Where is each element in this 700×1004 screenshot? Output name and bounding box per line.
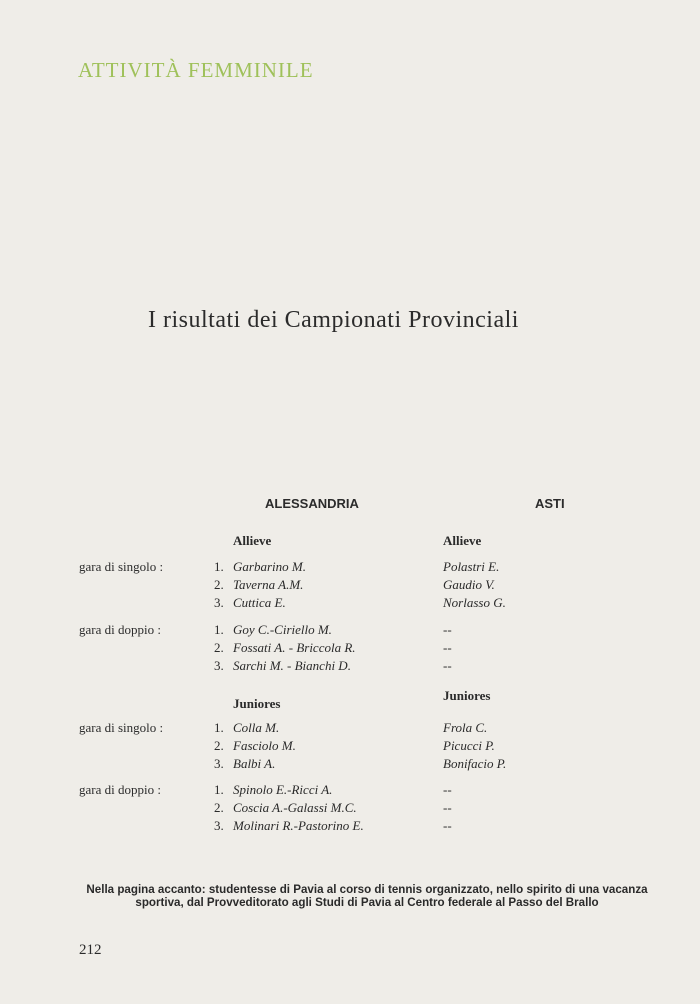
label-singolo-juniores: gara di singolo : <box>79 720 164 735</box>
category-juniores-alessandria: Juniores <box>233 696 281 711</box>
rank: 2. <box>214 738 224 753</box>
empty-result: -- <box>443 782 452 797</box>
rank: 3. <box>214 818 224 833</box>
athlete-name: Coscia A.-Galassi M.C. <box>233 800 357 815</box>
rank: 3. <box>214 595 224 610</box>
athlete-name: Fasciolo M. <box>233 738 296 753</box>
rank: 1. <box>214 782 224 797</box>
result-entry <box>214 738 296 754</box>
athlete-name: Colla M. <box>233 720 280 735</box>
athlete-name: Garbarino M. <box>233 559 306 574</box>
athlete-name: Balbi A. <box>233 756 276 771</box>
province-header-asti: ASTI <box>535 496 565 511</box>
page-number: 212 <box>79 942 102 958</box>
empty-result: -- <box>443 658 452 673</box>
result-entry <box>214 595 286 611</box>
athlete-name: Picucci P. <box>443 738 495 753</box>
section-heading: ATTIVITÀ FEMMINILE <box>78 58 314 82</box>
rank: 1. <box>214 720 224 735</box>
result-entry <box>214 577 303 593</box>
category-juniores-asti: Juniores <box>443 688 491 703</box>
empty-result: -- <box>443 640 452 655</box>
province-header-alessandria: ALESSANDRIA <box>265 496 359 511</box>
athlete-name: Taverna A.M. <box>233 577 304 592</box>
athlete-name: Fossati A. - Briccola R. <box>233 640 356 655</box>
result-entry <box>214 720 279 736</box>
empty-result: -- <box>443 622 452 637</box>
result-entry <box>214 818 364 834</box>
result-entry <box>214 800 357 816</box>
athlete-name: Cuttica E. <box>233 595 286 610</box>
page-title: I risultati dei Campionati Provinciali <box>148 307 519 333</box>
athlete-name: Sarchi M. - Bianchi D. <box>233 658 351 673</box>
athlete-name: Molinari R.-Pastorino E. <box>233 818 364 833</box>
athlete-name: Polastri E. <box>443 559 500 574</box>
result-entry <box>214 622 332 638</box>
athlete-name: Frola C. <box>443 720 488 735</box>
empty-result: -- <box>443 818 452 833</box>
athlete-name: Spinolo E.-Ricci A. <box>233 782 333 797</box>
athlete-name: Norlasso G. <box>443 595 506 610</box>
rank: 1. <box>214 559 224 574</box>
rank: 2. <box>214 577 224 592</box>
result-entry <box>214 658 351 674</box>
athlete-name: Bonifacio P. <box>443 756 507 771</box>
photo-caption: Nella pagina accanto: studentesse di Pavia al corso di tennis organizzato, nello spirito di una vacanza sportiva, dal Provveditorato agli Studi di Pavia al Centro federale al Passo del Brallo <box>86 883 648 909</box>
rank: 3. <box>214 658 224 673</box>
label-singolo-allieve: gara di singolo : <box>79 559 164 574</box>
rank: 2. <box>214 640 224 655</box>
label-doppio-juniores: gara di doppio : <box>79 782 161 797</box>
rank: 3. <box>214 756 224 771</box>
result-entry <box>214 756 275 772</box>
result-entry <box>214 782 332 798</box>
athlete-name: Gaudio V. <box>443 577 495 592</box>
rank: 1. <box>214 622 224 637</box>
category-allieve-alessandria: Allieve <box>233 533 272 548</box>
empty-result: -- <box>443 800 452 815</box>
result-entry <box>214 640 356 656</box>
rank: 2. <box>214 800 224 815</box>
label-doppio-allieve: gara di doppio : <box>79 622 161 637</box>
result-entry <box>214 559 306 575</box>
athlete-name: Goy C.-Ciriello M. <box>233 622 332 637</box>
category-allieve-asti: Allieve <box>443 533 482 548</box>
